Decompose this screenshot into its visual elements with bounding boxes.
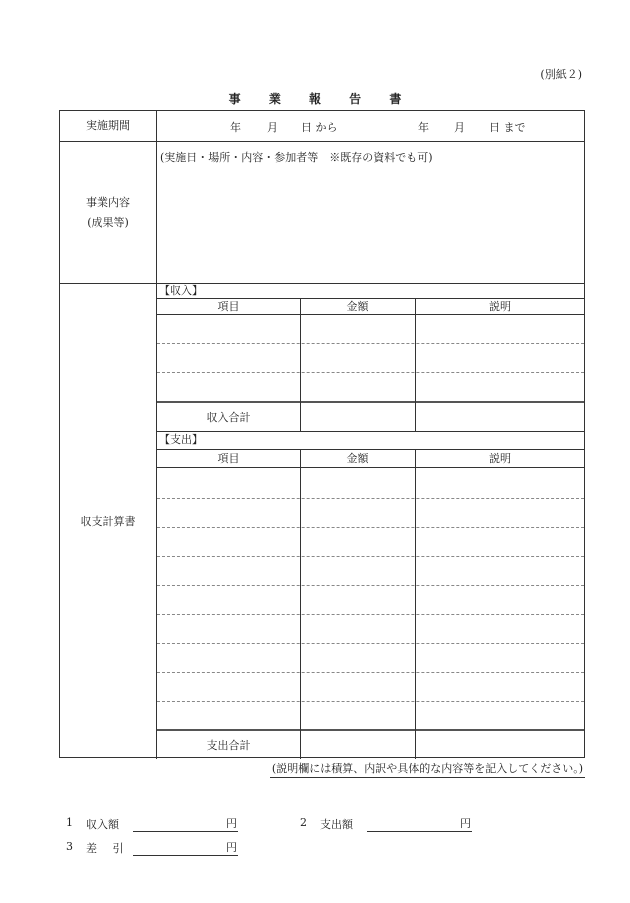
summary-diff-label: 差 引 — [86, 842, 130, 855]
period-year-to: 年 — [418, 121, 429, 134]
summary-expense-label: 支出額 — [320, 818, 353, 831]
content-hint: (実施日・場所・内容・参加者等 ※既存の資料でも可) — [160, 151, 433, 164]
summary-income-num: 1 — [66, 816, 73, 829]
period-day-from: 日 から — [301, 121, 338, 134]
expense-row-divider — [157, 498, 584, 499]
income-row-divider — [157, 372, 584, 373]
column-divider — [300, 449, 301, 759]
column-divider — [415, 298, 416, 431]
period-month-from: 月 — [267, 121, 278, 134]
expense-row-divider — [157, 556, 584, 557]
summary-expense-field — [367, 815, 472, 832]
income-section-title: 【収入】 — [159, 284, 203, 297]
content-label-2: (成果等) — [87, 215, 129, 229]
expense-header-desc: 説明 — [489, 452, 511, 465]
period-day-to: 日 まで — [489, 121, 526, 134]
content-label-1: 事業内容 — [86, 195, 130, 209]
footnote: (説明欄には積算、内訳や具体的な内容等を記入してください。) — [270, 760, 585, 778]
expense-section-title: 【支出】 — [159, 433, 203, 446]
income-header-item: 項目 — [217, 300, 240, 313]
period-label — [60, 111, 157, 141]
budget-label — [60, 284, 157, 759]
expense-row-divider — [157, 614, 584, 615]
income-total-label: 収入合計 — [206, 411, 251, 424]
period-year-from: 年 — [230, 121, 241, 134]
expense-row-divider — [157, 701, 584, 702]
column-divider — [415, 449, 416, 759]
yen-unit: 円 — [226, 841, 237, 854]
income-header-amount: 金額 — [346, 300, 369, 313]
income-header-desc: 説明 — [489, 300, 511, 313]
divider — [157, 314, 584, 315]
income-row-divider — [157, 343, 584, 344]
expense-header-amount: 金額 — [346, 452, 369, 465]
column-divider — [300, 298, 301, 431]
period-label-text: 実施期間 — [86, 119, 130, 132]
document-title: 事 業 報 告 書 — [228, 92, 414, 106]
summary-diff-num: 3 — [66, 840, 73, 853]
period-month-to: 月 — [454, 121, 465, 134]
summary-income-label: 収入額 — [86, 818, 119, 831]
divider — [157, 467, 584, 468]
summary-income-field — [133, 815, 238, 832]
expense-row-divider — [157, 672, 584, 673]
expense-row-divider — [157, 585, 584, 586]
yen-unit: 円 — [460, 817, 471, 830]
summary-expense-num: 2 — [300, 816, 307, 829]
expense-row-divider — [157, 527, 584, 528]
divider — [157, 431, 584, 432]
summary-diff-field — [133, 839, 238, 856]
expense-row-divider — [157, 643, 584, 644]
report-form — [59, 110, 585, 758]
expense-total-label: 支出合計 — [206, 739, 251, 752]
yen-unit: 円 — [226, 817, 237, 830]
budget-label-text: 収支計算書 — [80, 514, 136, 528]
expense-header-item: 項目 — [217, 452, 240, 465]
appendix-label: (別紙２) — [540, 68, 582, 81]
content-label — [60, 142, 157, 283]
